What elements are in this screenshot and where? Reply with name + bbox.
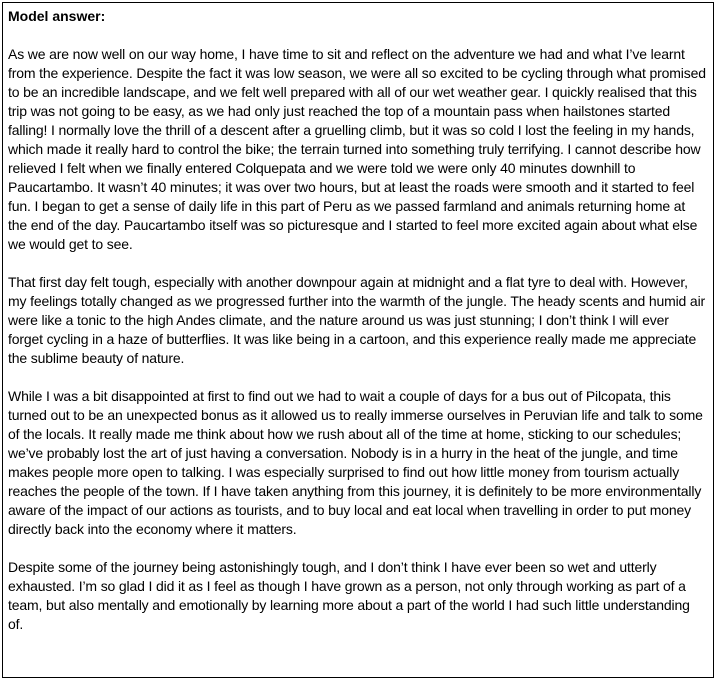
paragraph-2: That first day felt tough, especially with another downpour again at midnight and a flat tyre to deal with. However, my feelings totally changed as we progressed further into the warmth of the jungle. The heady scents and humid air were like a tonic to the high Andes climate, and the nature around us was just stunning; I don’t think I will ever forget cycling in a haze of butterflies. It was like being in a cartoon, and this experience really made me appreciate the sublime beauty of nature. [8, 274, 706, 366]
paragraph-4: Despite some of the journey being astonishingly tough, and I don’t think I have ever been so wet and utterly exhausted. I’m so glad I did it as I feel as though I have grown as a person, not only through working as part of a team, but also mentally and emotionally by learning more about a part of the world I had such little understanding of. [8, 559, 690, 632]
model-answer-heading: Model answer: [8, 8, 106, 24]
paragraph-1: As we are now well on our way home, I have time to sit and reflect on the adventure we had and what I’ve learnt from the experience. Despite the fact it was low season, we were all so excited to be cycling through what promised to be an incredible landscape, and we felt well prepared with all of our wet weather gear. I quickly realised that this trip was not going to be easy, as we had only just reached the top of a mountain pass when hailstones started falling! I normally love the thrill of a descent after a gruelling climb, but it was so cold I lost the feeling in my hands, which made it really hard to control the bike; the terrain turned into something truly terrifying. I cannot describe how relieved I felt when we finally entered Colquepata and we were told we were only 40 minutes downhill to Paucartambo. It wasn’t 40 minutes; it was over two hours, but at least the roads were smooth and it started to feel fun. I began to get a sense of daily life in this part of Peru as we passed farmland and animals returning home at the end of the day. Paucartambo itself was so picturesque and I started to feel more excited again about what else we would get to see. [8, 46, 706, 252]
paragraph-3: While I was a bit disappointed at first to find out we had to wait a couple of days for a bus out of Pilcopata, this turned out to be an unexpected bonus as it allowed us to really immerse ourselves in Peruvian life and talk to some of the locals. It really made me think about how we rush about all of the time at home, sticking to our schedules; we’ve probably lost the art of just having a conversation. Nobody is in a hurry in the heat of the jungle, and time makes people more open to talking. I was especially surprised to find out how little money from tourism actually reaches the people of the town. If I have taken anything from this journey, it is definitely to be more environmentally aware of the impact of our actions as tourists, and to buy local and eat local when travelling in order to put money directly back into the economy where it matters. [8, 388, 703, 537]
model-answer-box [2, 2, 714, 678]
